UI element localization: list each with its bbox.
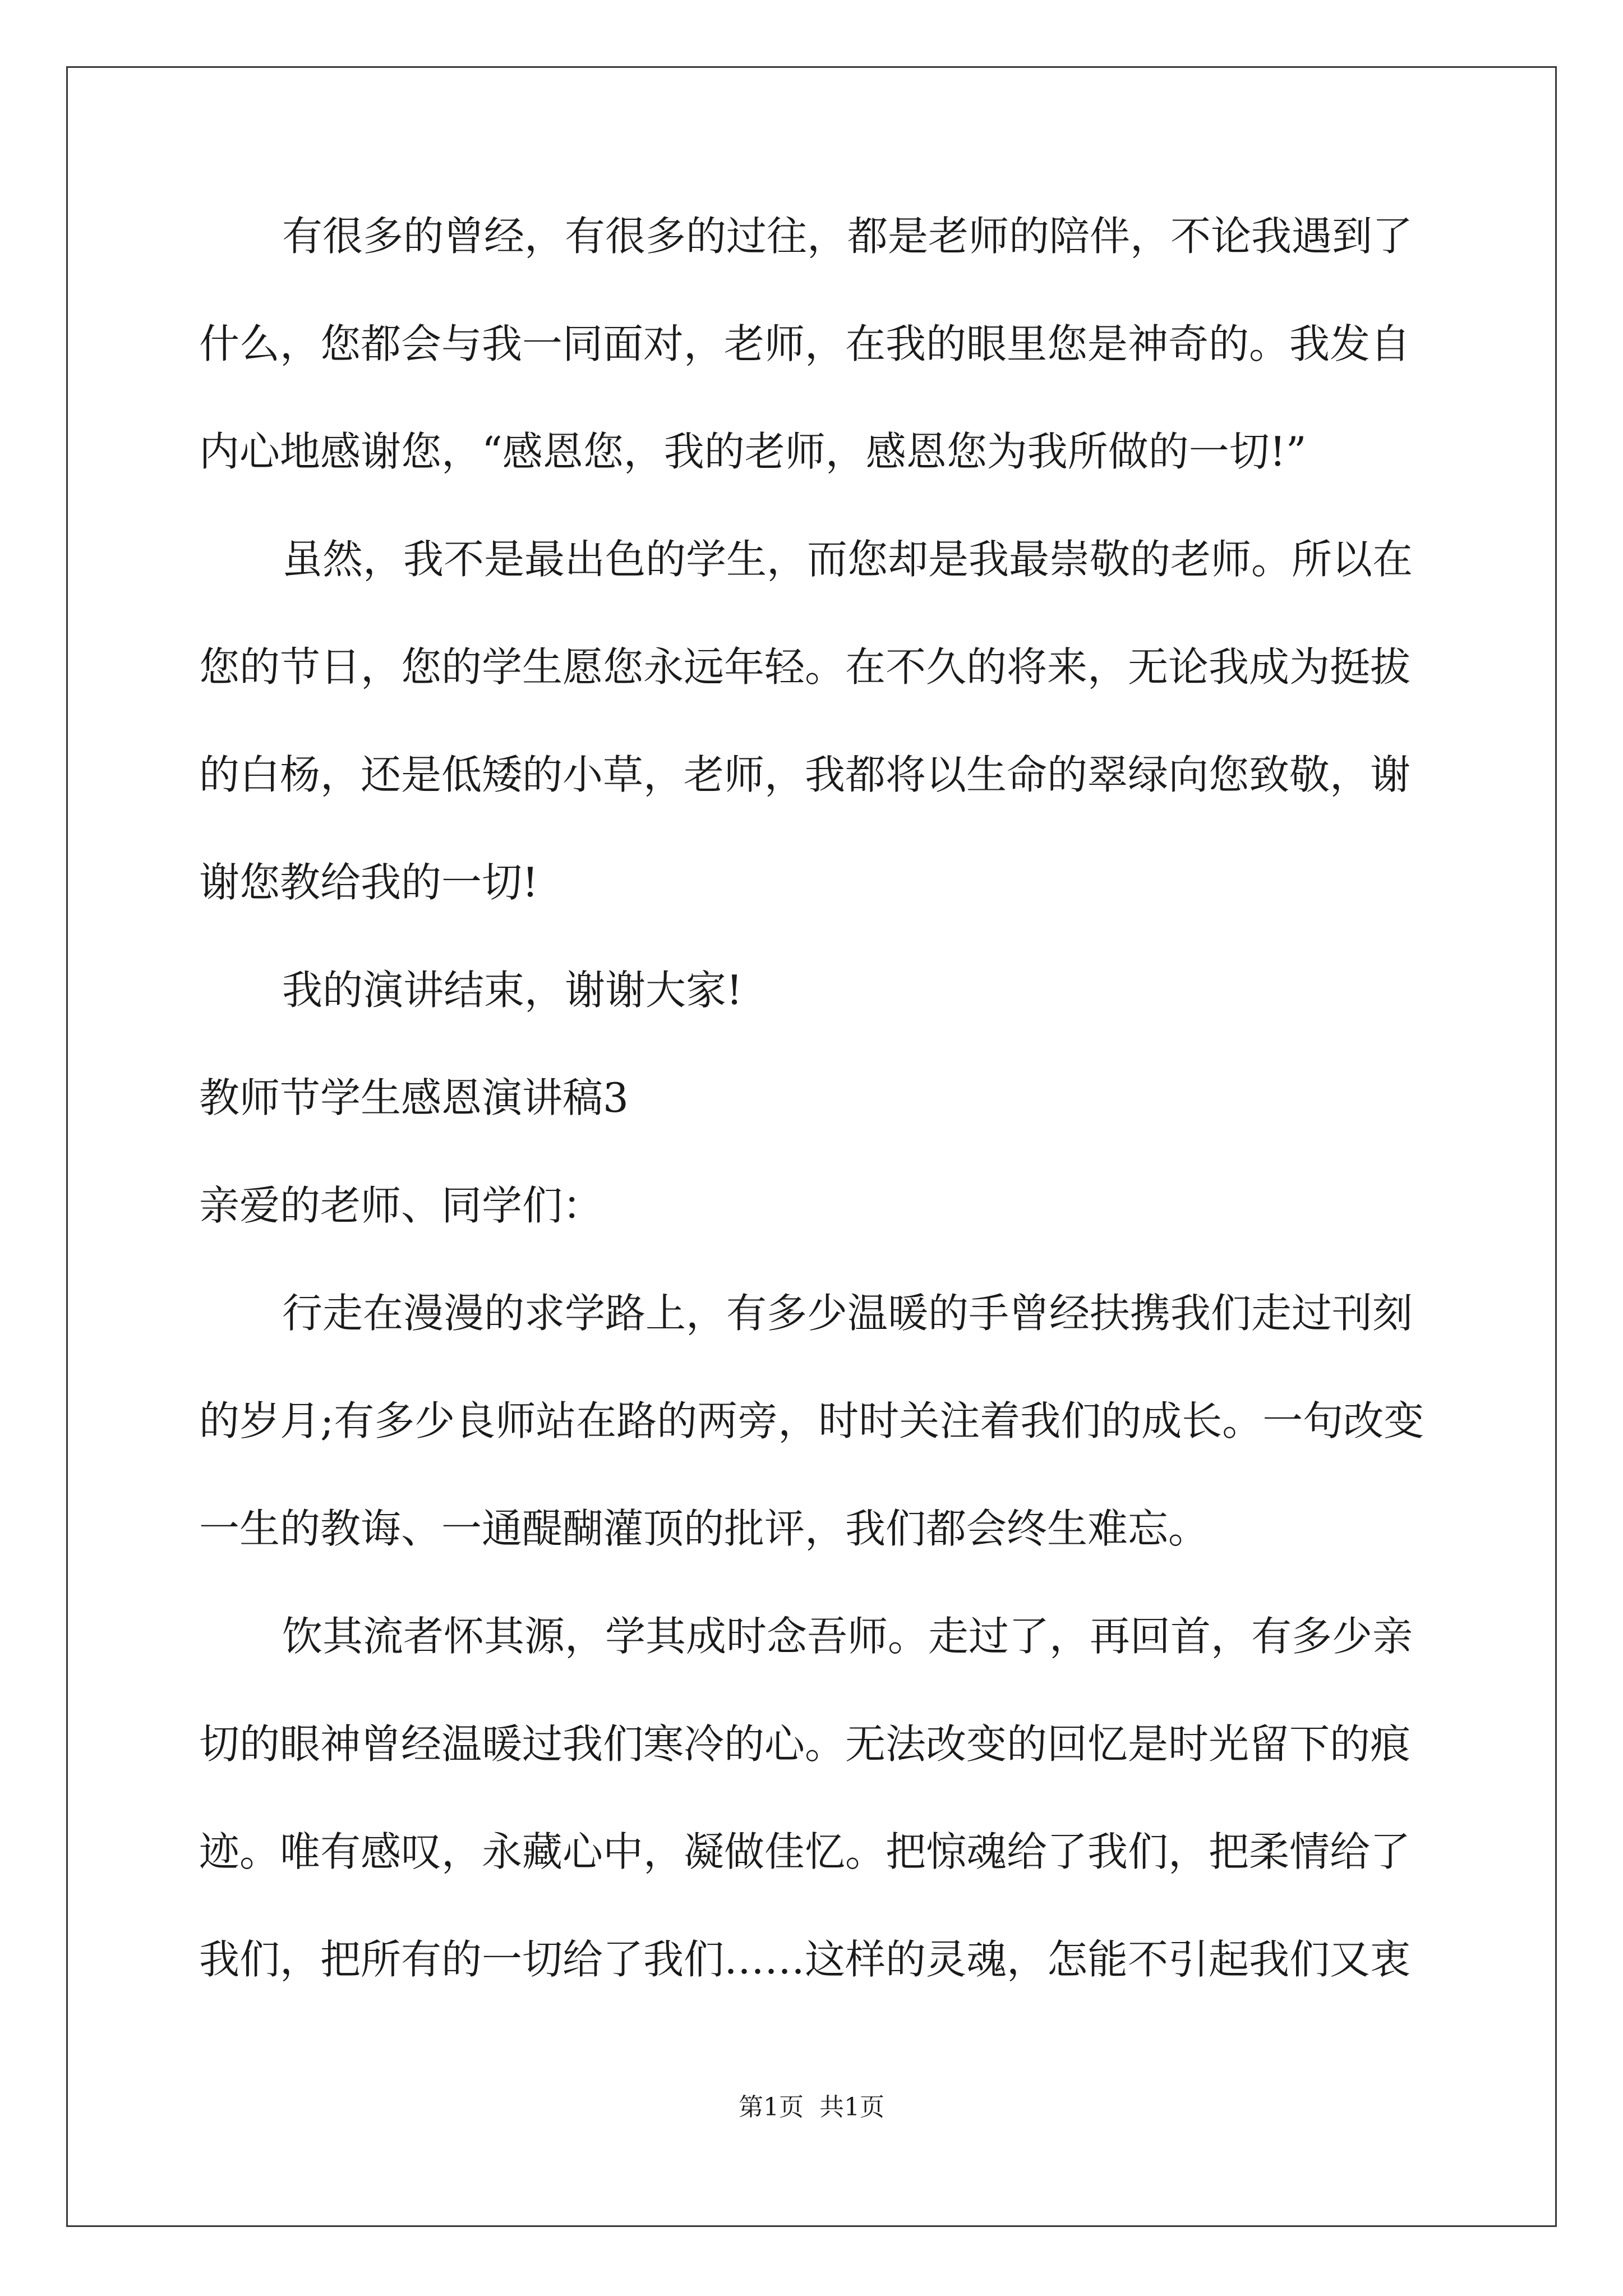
paragraph-line: 谢您教给我的一切! — [199, 859, 538, 906]
page-footer — [0, 2087, 1623, 2123]
paragraph-line: 您的节日，您的学生愿您永远年轻。在不久的将来，无论我成为挺拔 — [199, 643, 1411, 691]
page-border — [66, 66, 1557, 2227]
paragraph-line: 迹。唯有感叹，永藏心中，凝做佳忆。把惊魂给了我们，把柔情给了 — [199, 1828, 1411, 1875]
paragraph-line: 虽然，我不是最出色的学生，而您却是我最崇敬的老师。所以在 — [282, 536, 1413, 583]
paragraph-line: 内心地感谢您，“感恩您，我的老师，感恩您为我所做的一切!” — [199, 428, 1307, 475]
page-number: 第1页 — [739, 2093, 804, 2122]
section-title: 教师节学生感恩演讲稿3 — [199, 1074, 629, 1121]
page-total: 共1页 — [819, 2093, 884, 2122]
paragraph-line: 的白杨，还是低矮的小草，老师，我都将以生命的翠绿向您致敬，谢 — [199, 751, 1411, 798]
paragraph-line: 饮其流者怀其源，学其成时念吾师。走过了，再回首，有多少亲 — [282, 1613, 1413, 1660]
paragraph-line: 什么，您都会与我一同面对，老师，在我的眼里您是神奇的。我发自 — [199, 320, 1411, 367]
paragraph-line: 一生的教诲、一通醍醐灌顶的批评，我们都会终生难忘。 — [199, 1505, 1209, 1552]
paragraph-line: 有很多的曾经，有很多的过往，都是老师的陪伴，不论我遇到了 — [282, 213, 1413, 260]
paragraph-line: 行走在漫漫的求学路上，有多少温暖的手曾经扶携我们走过刊刻 — [282, 1290, 1413, 1337]
paragraph-line: 切的眼神曾经温暖过我们寒冷的心。无法改变的回忆是时光留下的痕 — [199, 1720, 1411, 1768]
paragraph-line: 我的演讲结束，谢谢大家! — [282, 967, 743, 1014]
paragraph-line: 的岁月;有多少良师站在路的两旁，时时关注着我们的成长。一句改变 — [199, 1397, 1424, 1444]
salutation: 亲爱的老师、同学们： — [199, 1182, 603, 1229]
paragraph-line: 我们，把所有的一切给了我们……这样的灵魂，怎能不引起我们又衷 — [199, 1936, 1411, 1983]
